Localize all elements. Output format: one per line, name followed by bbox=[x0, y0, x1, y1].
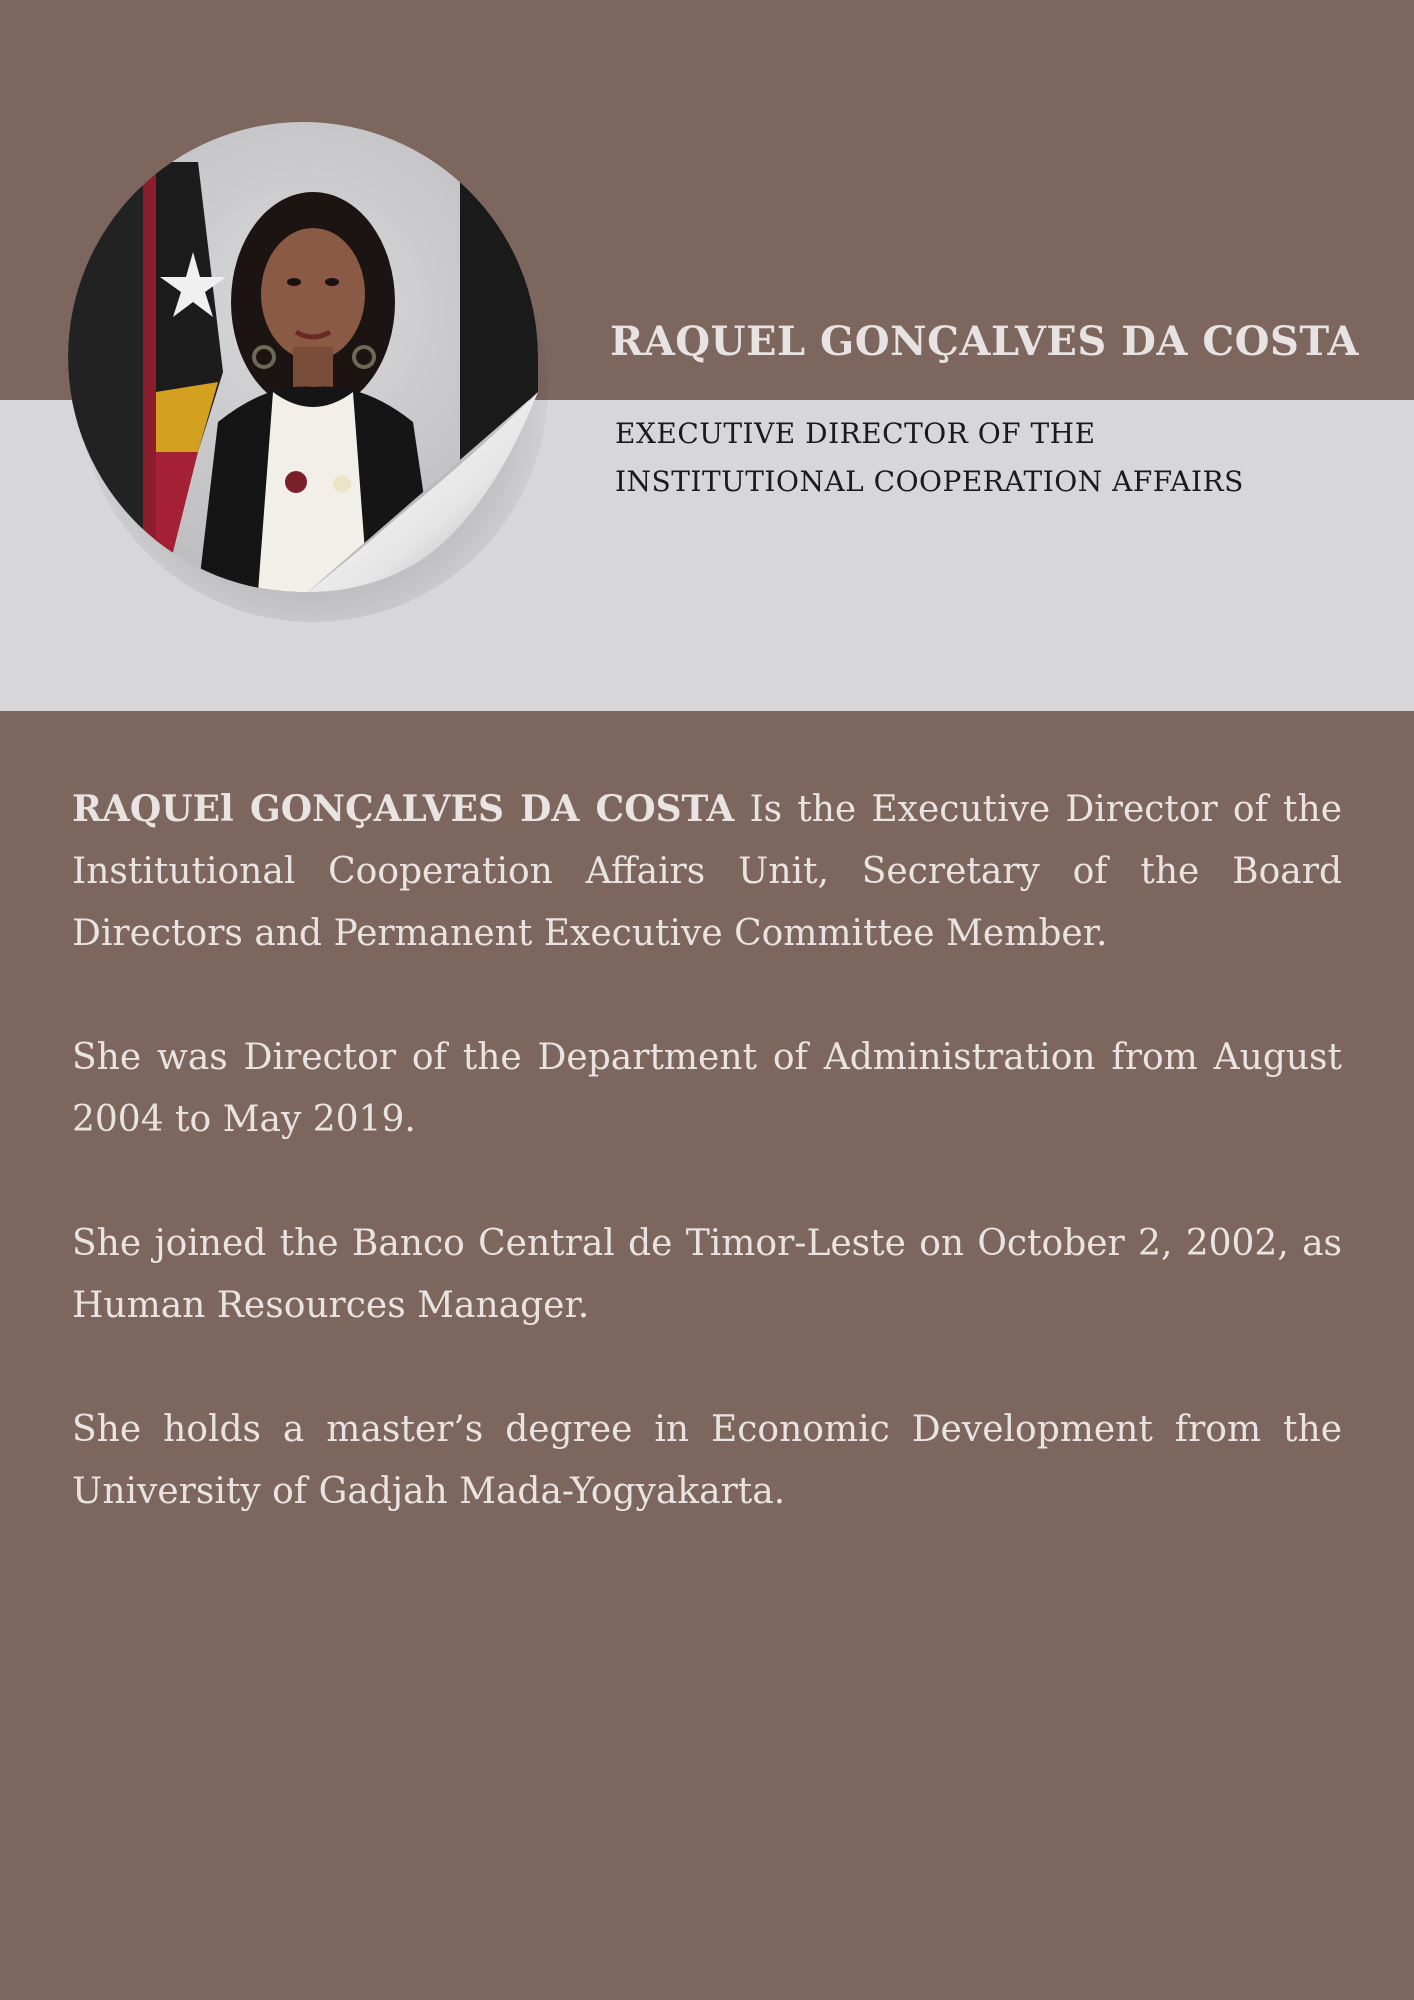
bio-paragraph-4: She holds a master’s degree in Economic Development from the University of Gadjah Mada-Yogyakarta. bbox=[72, 1409, 1342, 1512]
role-title bbox=[615, 410, 1244, 506]
bio-paragraph-1-text: Is the Executive Director of the Institutional Cooperation Affairs Unit, Secretary of the Board Directors and Permanent Executive Committee Member. bbox=[72, 789, 1342, 954]
bio-name: RAQUEl GONÇALVES DA COSTA bbox=[72, 788, 735, 830]
role-title-line-1: EXECUTIVE DIRECTOR OF THE bbox=[615, 417, 1096, 450]
bio-paragraph-1 bbox=[72, 778, 1342, 965]
bio-paragraph-2: She was Director of the Department of Administration from August 2004 to May 2019. bbox=[72, 1037, 1342, 1140]
portrait-photo bbox=[68, 122, 538, 592]
bio-paragraph-3: She joined the Banco Central de Timor-Leste on October 2, 2002, as Human Resources Manager. bbox=[72, 1223, 1342, 1326]
portrait-sticker bbox=[68, 122, 538, 592]
name-heading: RAQUEL GONÇALVES DA COSTA bbox=[610, 318, 1360, 365]
biography bbox=[72, 778, 1342, 1585]
role-title-line-2: INSTITUTIONAL COOPERATION AFFAIRS bbox=[615, 465, 1244, 498]
